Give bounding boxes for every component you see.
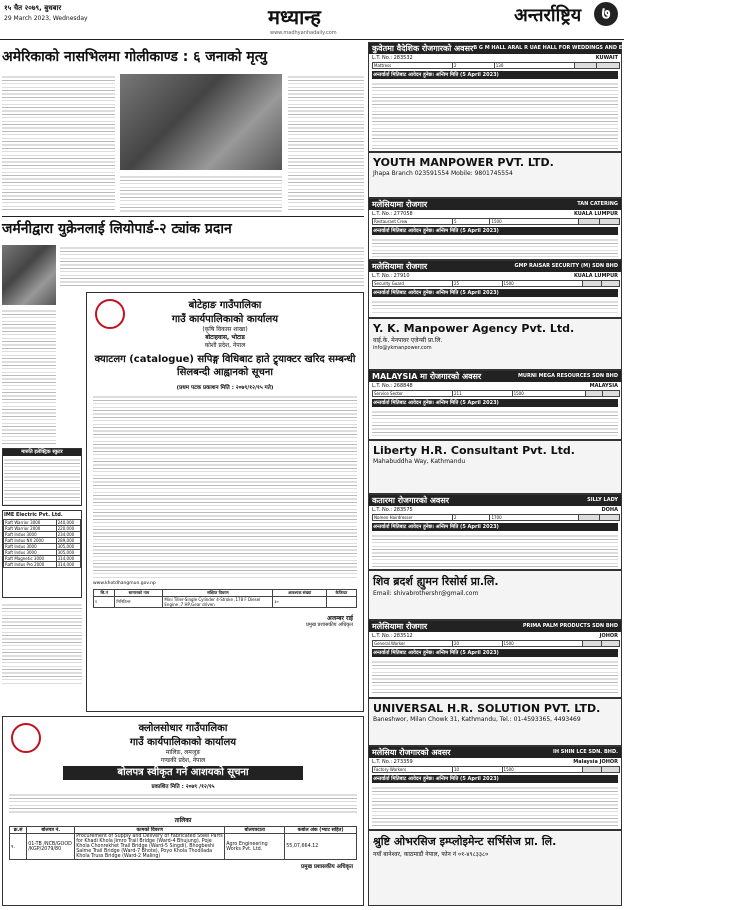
job-qty: 211 (453, 391, 513, 397)
price-value: 234,000 (56, 532, 80, 538)
job-title: Restaurant Crew (373, 219, 453, 225)
job-salary: 130 (494, 63, 574, 69)
story2-headline-box (2, 216, 364, 242)
story1-headline-box (2, 46, 364, 70)
cell-amount: 55,07,664.12 (285, 834, 357, 860)
notice2-signature: प्रमुख प्रशासकीय अधिकृत (301, 864, 353, 870)
story2-headline: जर्मनीद्वारा युक्रेनलाई लियोपार्ड-२ ट्यांक प्रदान (2, 221, 232, 237)
job-title: Factory Workers (373, 767, 453, 773)
job-company: MURNI MEGA RESOURCES SDN BHD (517, 373, 618, 379)
job-salary: 1700 (490, 515, 579, 521)
price-list (2, 510, 82, 598)
job-header: कुवेतमा वैदेशिक रोजगारको अवसर (372, 44, 474, 53)
agency-sub: Mahabuddha Way, Kathmandu (373, 458, 466, 465)
job-salary: 1500 (490, 219, 579, 225)
site-url: www.madhyanhadaily.com (270, 30, 337, 36)
col-item: सामानको नाम (115, 590, 163, 597)
price-model: Raft Indus 3000 (4, 544, 57, 550)
notice1-title: क्याटलग (catalogue) सपिङ्ग विधिबाट हाते ट्र्याक्टर खरिद सम्बन्धी सिलबन्दी आह्वानको सूचना (94, 354, 356, 378)
job-notice: अन्तर्वार्ता मितिबाट आवेदन हुनेछ। अन्तिम मिति (5 April 2023) (372, 71, 618, 79)
notice2-org2: गाउँ कार्यपालिकाको कार्यालय (129, 737, 237, 748)
job-table (372, 766, 620, 773)
cell-bidder: Agro Engineering Works Pvt. Ltd. (225, 834, 285, 860)
job-company: TAN CATERING (577, 201, 618, 207)
notice1-province: कोशी प्रदेश, नेपाल (204, 342, 246, 349)
agency-ad (368, 318, 622, 370)
job-lt-no: L.T. No.: 273359 (372, 759, 413, 765)
col-bid-no: बोलपत्र नं. (27, 827, 75, 834)
job-salary: 1500 (502, 281, 583, 287)
agency-email[interactable]: info@ykmanpower.com (373, 345, 432, 351)
notice1 (86, 292, 364, 712)
date-np: १५ चैत २०७९, बुधबार (4, 4, 62, 12)
notice2-org1: क्लोलसोधार गाउँपालिका (138, 723, 228, 734)
col-bidder: बोलपत्रदाता (225, 827, 285, 834)
job-country: KUALA LUMPUR (574, 273, 618, 279)
price-table (3, 519, 81, 568)
job-lt-no: L.T. No.: 283575 (372, 507, 413, 513)
agency-name: शिव ब्रदर्श ह्युमन रिसोर्स प्रा.लि. (373, 575, 499, 588)
job-country: KUALA LUMPUR (574, 211, 618, 217)
job-title: General Worker (373, 641, 453, 647)
job-lt-no: L.T. No.: 277058 (372, 211, 413, 217)
price-model: Raft Warrior 3000 (4, 520, 57, 526)
price-value: 240,000 (56, 520, 80, 526)
notice1-table (93, 589, 357, 608)
price-row (4, 562, 81, 568)
job-notice: अन्तर्वार्ता मितिबाट आवेदन हुनेछ। अन्तिम मिति (5 April 2023) (372, 523, 618, 531)
col-sn: क्र.सं (10, 827, 27, 834)
job-table (372, 280, 620, 287)
masthead (0, 0, 624, 40)
job-ad (368, 260, 622, 318)
job-header: मलेसियामा रोजगार (372, 262, 428, 271)
emblem-icon (95, 299, 125, 329)
section-title: अन्तर्राष्ट्रिय (514, 5, 582, 26)
cell-work: Procurement of Supply and Delivery of Fabricated Steel Parts for Khadi Khola Jimro Trail Bridge (Ward-4 Bhujung), Poje Khola Chonrekhet Trail Bridge (Ward-5 Singdi), Bhogbeshi Salme Trail Bridge (Ward-7 Bhote), Poyo Khola Thodilada Khola Truss Bridge (Ward-2 Maling) (76, 834, 223, 859)
price-model: Raft Warrior 2000 (4, 526, 57, 532)
price-row (4, 538, 81, 544)
notice2-place: मालिङ, लमजुङ (165, 749, 201, 756)
job-qty: 10 (453, 767, 503, 773)
agency-name: YOUTH MANPOWER PVT. LTD. (373, 156, 554, 169)
job-qty: 2 (453, 63, 495, 69)
notice2-title: बोलपत्र स्वीकृत गर्ने आशयको सूचना (63, 766, 303, 780)
price-value: 220,000 (56, 526, 80, 532)
job-table (372, 514, 620, 521)
job-company: SILLY LADY (587, 497, 618, 503)
job-country: DOHA (601, 507, 618, 513)
notice2-pubdate: प्रकाशित मिति : २०७९ /१२/१५ (151, 784, 215, 790)
job-lt-no: L.T. No.: 283512 (372, 633, 413, 639)
job-header: मलेसियामा रोजगार (372, 622, 428, 631)
job-title: Security Guard (373, 281, 453, 287)
story1-col3 (288, 74, 364, 212)
job-lt-no: L.T. No.: 27910 (372, 273, 410, 279)
price-model: Raft Indus Pro 2000 (4, 562, 57, 568)
col-qty: आवश्यक संख्या (273, 590, 326, 597)
price-list-title: IME Electric Pvt. Ltd. (4, 512, 63, 518)
col-amount: कबोल अंक (भ्याट सहित) (285, 827, 357, 834)
price-model: Raft Indus 3000 (4, 550, 57, 556)
agency-sub: Jhapa Branch 023591554 Mobile: 9801745554 (373, 170, 513, 177)
agency-name: श्रुष्टि ओभरसिज इम्प्लोइमेन्ट सर्भिसेज प्रा. लि. (373, 835, 557, 848)
agency-name: Y. K. Manpower Agency Pvt. Ltd. (373, 322, 575, 335)
job-company: PRIMA PALM PRODUCTS SDN BHD (522, 623, 618, 629)
story1-photo (120, 74, 282, 170)
agency-ad (368, 152, 622, 198)
job-notice: अन्तर्वार्ता मितिबाट आवेदन हुनेछ। अन्तिम मिति (5 April 2023) (372, 289, 618, 297)
notice1-dept: (कृषि विकास शाखा) (202, 326, 248, 333)
job-title: Service Sector (373, 391, 453, 397)
job-ad (368, 42, 738, 152)
agency-sub: वाई.के. मेनपावर एजेन्सी प्रा.लि. (373, 337, 443, 344)
job-country: Malaysia JOHOR (573, 759, 618, 765)
job-salary: 1500 (502, 767, 583, 773)
job-qty: 5 (453, 219, 490, 225)
cell-desc: Mini Tiller-Single Cylinder 4-Stroke ,178 F Diesel Engine ,7 HP,Gear driven (163, 597, 273, 608)
job-country: KUWAIT (595, 55, 618, 61)
notice1-org2: गाउँ कार्यपालिकाको कार्यालय (171, 314, 279, 325)
story1-headline: अमेरिकाको नासभिलमा गोलीकाण्ड : ६ जनाको मृत्यु (2, 49, 267, 65)
job-qty: 25 (453, 281, 503, 287)
job-lt-no: L.T. No.: 283532 (372, 55, 413, 61)
jobs-column (368, 42, 738, 906)
notice2-province: गण्डकी प्रदेश, नेपाल (160, 757, 206, 764)
scooter-ad (2, 448, 82, 506)
job-notice: अन्तर्वार्ता मितिबाट आवेदन हुनेछ। अन्तिम मिति (5 April 2023) (372, 775, 618, 783)
job-notice: अन्तर्वार्ता मितिबाट आवेदन हुनेछ। अन्तिम मिति (5 April 2023) (372, 649, 618, 657)
job-country: MALAYSIA (589, 383, 618, 389)
price-model: Raft Indus NX 2000 (4, 538, 57, 544)
story2-body (60, 245, 364, 287)
scooter-ad-title: मारुति इलेक्ट्रिक स्कुटर (3, 449, 81, 456)
logo: मध्यान्ह (268, 5, 321, 29)
job-header: MALAYSIA मा रोजगारको अवसर (372, 372, 482, 381)
job-ad (368, 370, 622, 440)
job-qty: 20 (453, 641, 503, 647)
col-work: कामको विवरण (75, 827, 225, 834)
price-model: Raft Magnetic 3000 (4, 556, 57, 562)
agency-ad (368, 698, 622, 746)
price-row (4, 556, 81, 562)
notice2-table-label: तालिका (174, 817, 192, 824)
job-country: JOHOR (599, 633, 618, 639)
notice1-url[interactable]: www.khotdhangmun.gov.np (93, 581, 156, 586)
job-qty: 2 (453, 515, 490, 521)
cell-sn: १ (94, 597, 115, 608)
job-salary: 1500 (502, 641, 583, 647)
job-company: GMP RAISAR SECURITY (M) SDN BHD (514, 263, 618, 269)
job-header: मलेसियामा रोजगार (372, 200, 428, 209)
job-ad (368, 198, 622, 260)
agency-sub: नयाँ बानेश्वर, काठमाडौं नेपाल, फोन नं ०१-४९८३३८० (373, 851, 489, 858)
notice1-pubdate: (प्रथम पटक प्रकाशन मिति : २०७९/१२/१५ गते) (176, 385, 274, 391)
job-table (372, 62, 620, 69)
job-ad (368, 620, 622, 698)
job-table (372, 640, 620, 647)
job-table (372, 218, 620, 225)
price-value: 314,000 (56, 556, 80, 562)
job-company: IH SHIN LCE SDN. BHD. (553, 749, 618, 755)
job-header: कतारमा रोजगारको अवसर (372, 496, 450, 505)
story2-col1 (2, 308, 56, 446)
job-table (372, 390, 620, 397)
notice1-place: बोटाहवास, भोटाड (205, 334, 245, 341)
price-value: 305,000 (56, 550, 80, 556)
price-value: 305,000 (56, 544, 80, 550)
price-value: 289,000 (56, 538, 80, 544)
cell-item: मिनिटिलर (115, 597, 163, 608)
story2-photo (2, 245, 56, 305)
notice1-org1: बोटेहाङ गाउँपालिका (188, 300, 262, 311)
agency-sub: Baneshwor, Milan Chowk 31, Kathmandu, Tel.: 01-4593365, 4493469 (373, 716, 581, 723)
agency-ad (368, 440, 622, 494)
page-number: ७ (594, 2, 618, 26)
job-company: B G M HALL ARAL R UAE HALL FOR WEDDINGS AND EXHIBITION AND CONFERENCES COMPANY (473, 45, 738, 51)
story1-caption (120, 174, 282, 212)
job-title: Nomen Hairdresser (373, 515, 453, 521)
notice1-signature: अजम्बर राई (327, 615, 353, 622)
job-salary: 1500 (512, 391, 586, 397)
agency-sub: Email: shivabrothershr@gmail.com (373, 590, 479, 597)
notice1-sig-title: प्रमुख प्रशासकीय अधिकृत (306, 622, 353, 628)
agency-ad (368, 830, 622, 906)
col-remark: कैफियत (326, 590, 356, 597)
cell-sn: १. (10, 834, 27, 860)
price-model: Raft Indus 3000 (4, 532, 57, 538)
job-ad (368, 746, 622, 830)
notice2-table (9, 826, 357, 860)
cell-remark (326, 597, 356, 608)
col-sn: सि.नं (94, 590, 115, 597)
job-lt-no: L.T. No.: 268848 (372, 383, 413, 389)
agency-name: UNIVERSAL H.R. SOLUTION PVT. LTD. (373, 702, 601, 715)
notice2 (2, 716, 364, 906)
cell-qty: ३० (273, 597, 326, 608)
notice2-body (9, 792, 357, 814)
sidebar-text (2, 602, 82, 686)
job-notice: अन्तर्वार्ता मितिबाट आवेदन हुनेछ। अन्तिम मिति (5 April 2023) (372, 399, 618, 407)
col-desc: संक्षिप्त विवरण (163, 590, 273, 597)
cell-bid-no: 01-TB /NCB/GOOD /KGP/2079/80 (27, 834, 75, 860)
job-header: मलेसिया रोजगारको अवसर (372, 748, 451, 757)
date-en: 29 March 2023, Wednesday (4, 15, 88, 22)
job-notice: अन्तर्वार्ता मितिबाट आवेदन हुनेछ। अन्तिम मिति (5 April 2023) (372, 227, 618, 235)
agency-name: Liberty H.R. Consultant Pvt. Ltd. (373, 444, 575, 457)
price-value: 314,000 (56, 562, 80, 568)
agency-ad (368, 570, 622, 620)
job-title: Mattress (373, 63, 453, 69)
story1-col1 (2, 74, 115, 212)
emblem-icon (11, 723, 41, 753)
job-ad (368, 494, 622, 570)
notice1-body (93, 394, 357, 578)
